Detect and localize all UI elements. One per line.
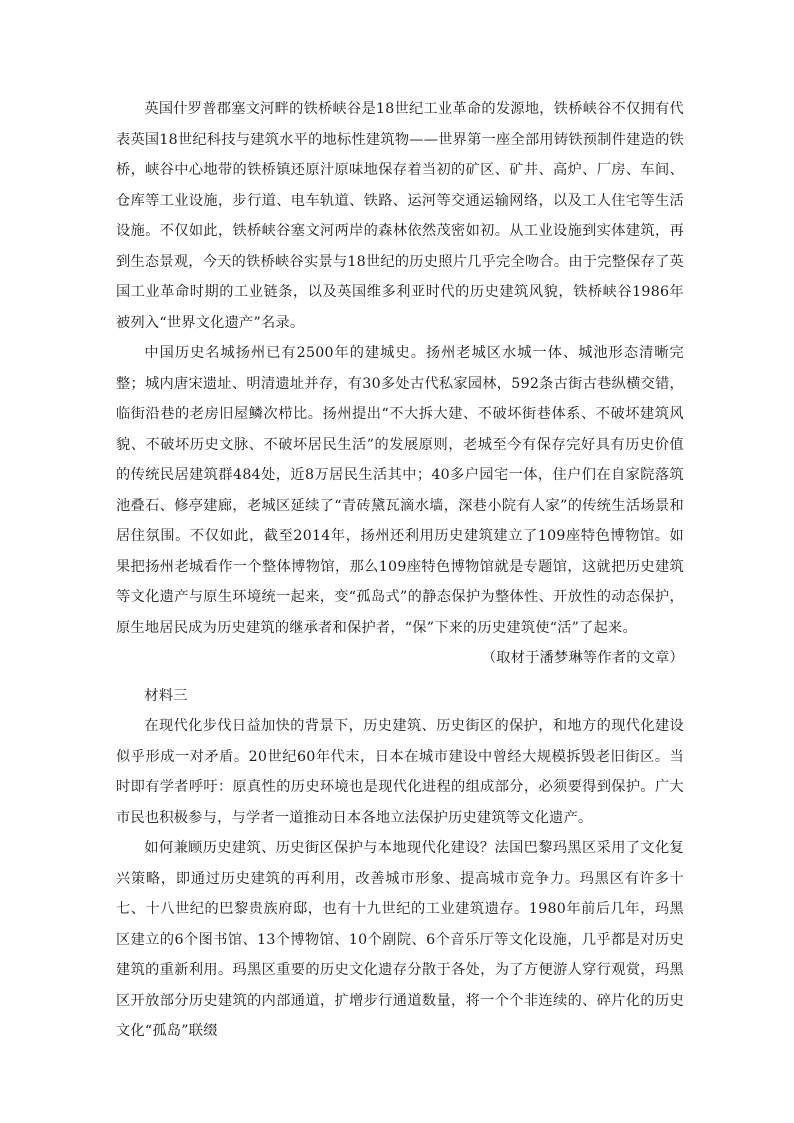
material-three-heading: 材料三 bbox=[144, 687, 188, 704]
paragraph-modernization: 在现代化步伐日益加快的背景下，历史建筑、历史街区的保护，和地方的现代化建设似乎形成一对矛盾。20世纪60年代末，日本在城市建设中曾经大规模拆毁老旧街区。当时即有学者呼吁：原真性的历史环境也是现代化进程的组成部分，必须要得到保护。广大市民也积极参与，与学者一道推动日本各地立法保护历史建筑等文化遗产。 bbox=[116, 718, 684, 826]
paragraph-yangzhou: 中国历史名城扬州已有2500年的建城史。扬州老城区水城一体、城池形态清晰完整；城内唐宋遗址、明清遗址并存，有30多处古代私家园林，592条古街古巷纵横交错，临街沿巷的老房旧屋鳞次栉比。扬州提出“不大拆大建、不破坏街巷体系、不破坏建筑风貌、不破坏历史文脉、不破坏居民生活”的发展原则，老城至今有保存完好具有历史价值的传统民居建筑群484处，近8万居民生活其中；40多户园宅一体，住户们在自家院落筑池叠石、修亭建廊，老城区延续了“青砖黛瓦滴水墙，深巷小院有人家”的传统生活场景和居住氛围。不仅如此，截至2014年，扬州还利用历史建筑建立了109座特色博物馆。如果把扬州老城看作一个整体博物馆，那么109座特色博物馆就是专题馆，这就把历史建筑等文化遗产与原生环境统一起来，变“孤岛式”的静态保护为整体性、开放性的动态保护，原生地居民成为历史建筑的继承者和保护者，“保”下来的历史建筑使“活”了起来。 bbox=[116, 345, 684, 636]
source-note: （取材于潘梦琳等作者的文章） bbox=[481, 650, 684, 666]
paragraph-marais: 如何兼顾历史建筑、历史街区保护与本地现代化建设？法国巴黎玛黑区采用了文化复兴策略，即通过历史建筑的再利用，改善城市形象、提高城市竞争力。玛黑区有许多十七、十八世纪的巴黎贵族府邸，也有十九世纪的工业建筑遗存。1980年前后几年，玛黑区建立的6个图书馆、13个博物馆、10个剧院、6个音乐厅等文化设施，几乎都是对历史建筑的重新利用。玛黑区重要的历史文化遗存分散于各处，为了方便游人穿行观赏，玛黑区开放部分历史建筑的内部通道，扩增步行通道数量，将一个个非连续的、碎片化的历史文化“孤岛”联缀 bbox=[116, 840, 684, 1039]
paragraph-ironbridge: 英国什罗普郡塞文河畔的铁桥峡谷是18世纪工业革命的发源地，铁桥峡谷不仅拥有代表英国18世纪科技与建筑水平的地标性建筑物——世界第一座全部用铸铁预制件建造的铁桥，峡谷中心地带的铁桥镇还原汁原味地保存着当初的矿区、矿井、高炉、厂房、车间、仓库等工业设施，步行道、电车轨道、铁路、运河等交通运输网络，以及工人住宅等生活设施。不仅如此，铁桥峡谷塞文河两岸的森林依然茂密如初。从工业设施到实体建筑，再到生态景观，今天的铁桥峡谷实景与18世纪的历史照片几乎完全吻合。由于完整保存了英国工业革命时期的工业链条，以及英国维多利亚时代的历史建筑风貌，铁桥峡谷1986年被列入“世界文化遗产”名录。 bbox=[116, 101, 684, 331]
